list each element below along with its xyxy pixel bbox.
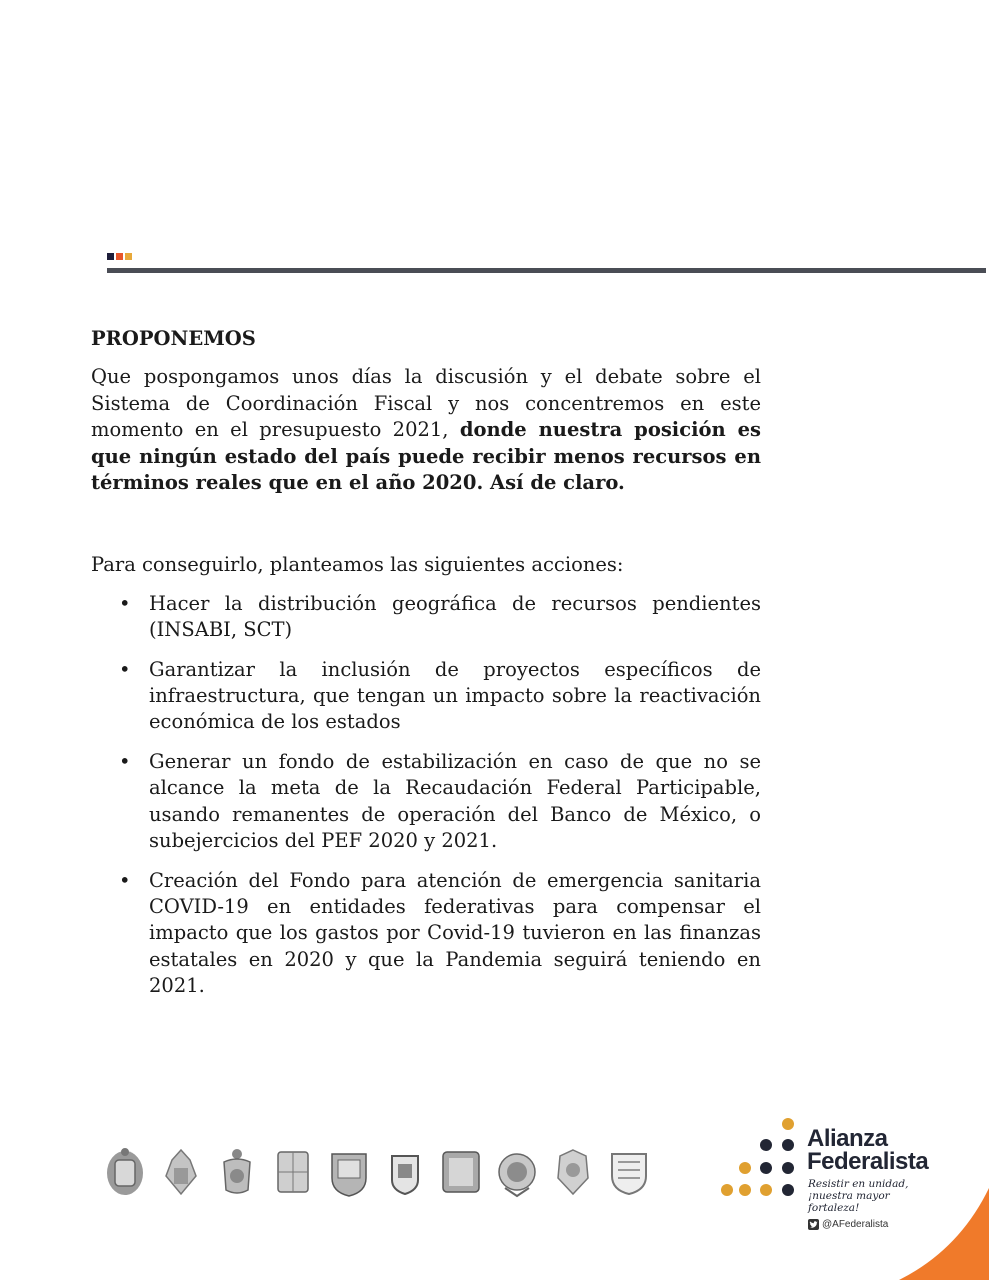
- state-seal-icon: [160, 1146, 202, 1198]
- action-text: Generar un fondo de estabilización en caso de que no se alcance la meta de la Recaudación Federal Participable, usando remanentes de operación del Banco de México, o subejercicios del PEF 2020 y 2021.: [149, 749, 761, 853]
- state-seal-icon: [216, 1146, 258, 1198]
- state-seal-icon: [552, 1146, 594, 1198]
- action-item: [91, 749, 761, 855]
- corner-accent-shape: [899, 1188, 989, 1280]
- header-square-gold: [125, 253, 132, 260]
- twitter-handle-row: [808, 1219, 888, 1230]
- state-seal-icon: [272, 1146, 314, 1198]
- bullet-icon: •: [119, 749, 131, 773]
- action-item: [91, 591, 761, 644]
- document-body: [91, 326, 761, 1013]
- proposal-emphasis: donde nuestra posición es que ningún estado del país puede recibir menos recursos en términos reales que en el año 2020. Así de claro.: [91, 418, 761, 495]
- state-seal-icon: [384, 1146, 426, 1198]
- action-text: Garantizar la inclusión de proyectos específicos de infraestructura, que tengan un impacto sobre la reactivación económica de los estados: [149, 657, 761, 734]
- logo-name: [807, 1127, 928, 1173]
- twitter-handle: @AFederalista: [822, 1219, 889, 1230]
- state-seals-row: [104, 1146, 650, 1198]
- proposal-paragraph: [91, 364, 761, 496]
- actions-intro: Para conseguirlo, planteamos las siguientes acciones:: [91, 553, 624, 577]
- twitter-icon: [808, 1219, 819, 1230]
- action-item: [91, 657, 761, 736]
- bullet-icon: •: [119, 591, 131, 615]
- logo-name-line1: Alianza: [807, 1125, 888, 1152]
- bullet-icon: •: [119, 868, 131, 892]
- action-text: Creación del Fondo para atención de emergencia sanitaria COVID-19 en entidades federativas para compensar el impacto que los gastos por Covid-19 tuvieron en las finanzas estatales en 2020 y que la Pandemia seguirá teniendo en 2021.: [149, 868, 761, 998]
- state-seal-icon: [328, 1146, 370, 1198]
- logo-dots-icon: [719, 1116, 801, 1200]
- state-seal-icon: [608, 1146, 650, 1198]
- actions-list: [91, 591, 761, 1000]
- logo-name-line2: Federalista: [807, 1148, 929, 1175]
- bullet-icon: •: [119, 657, 131, 681]
- header-square-navy: [107, 253, 114, 260]
- header-squares: [107, 253, 132, 260]
- header-square-orange: [116, 253, 123, 260]
- state-seal-icon: [440, 1146, 482, 1198]
- proposal-text: Que pospongamos unos días la discusión y el debate sobre el Sistema de Coordinación Fiscal y nos concentremos en este momento en el presupuesto 2021,: [91, 365, 761, 442]
- state-seal-icon: [104, 1146, 146, 1198]
- section-heading: PROPONEMOS: [91, 327, 256, 350]
- logo-tagline-line1: Resistir en unidad,: [808, 1178, 909, 1190]
- action-text: Hacer la distribución geográfica de recursos pendientes (INSABI, SCT): [149, 591, 761, 642]
- logo-tagline-line2: ¡nuestra mayor fortaleza!: [808, 1190, 890, 1214]
- header-rule: [107, 268, 986, 273]
- state-seal-icon: [496, 1146, 538, 1198]
- action-item: [91, 868, 761, 1000]
